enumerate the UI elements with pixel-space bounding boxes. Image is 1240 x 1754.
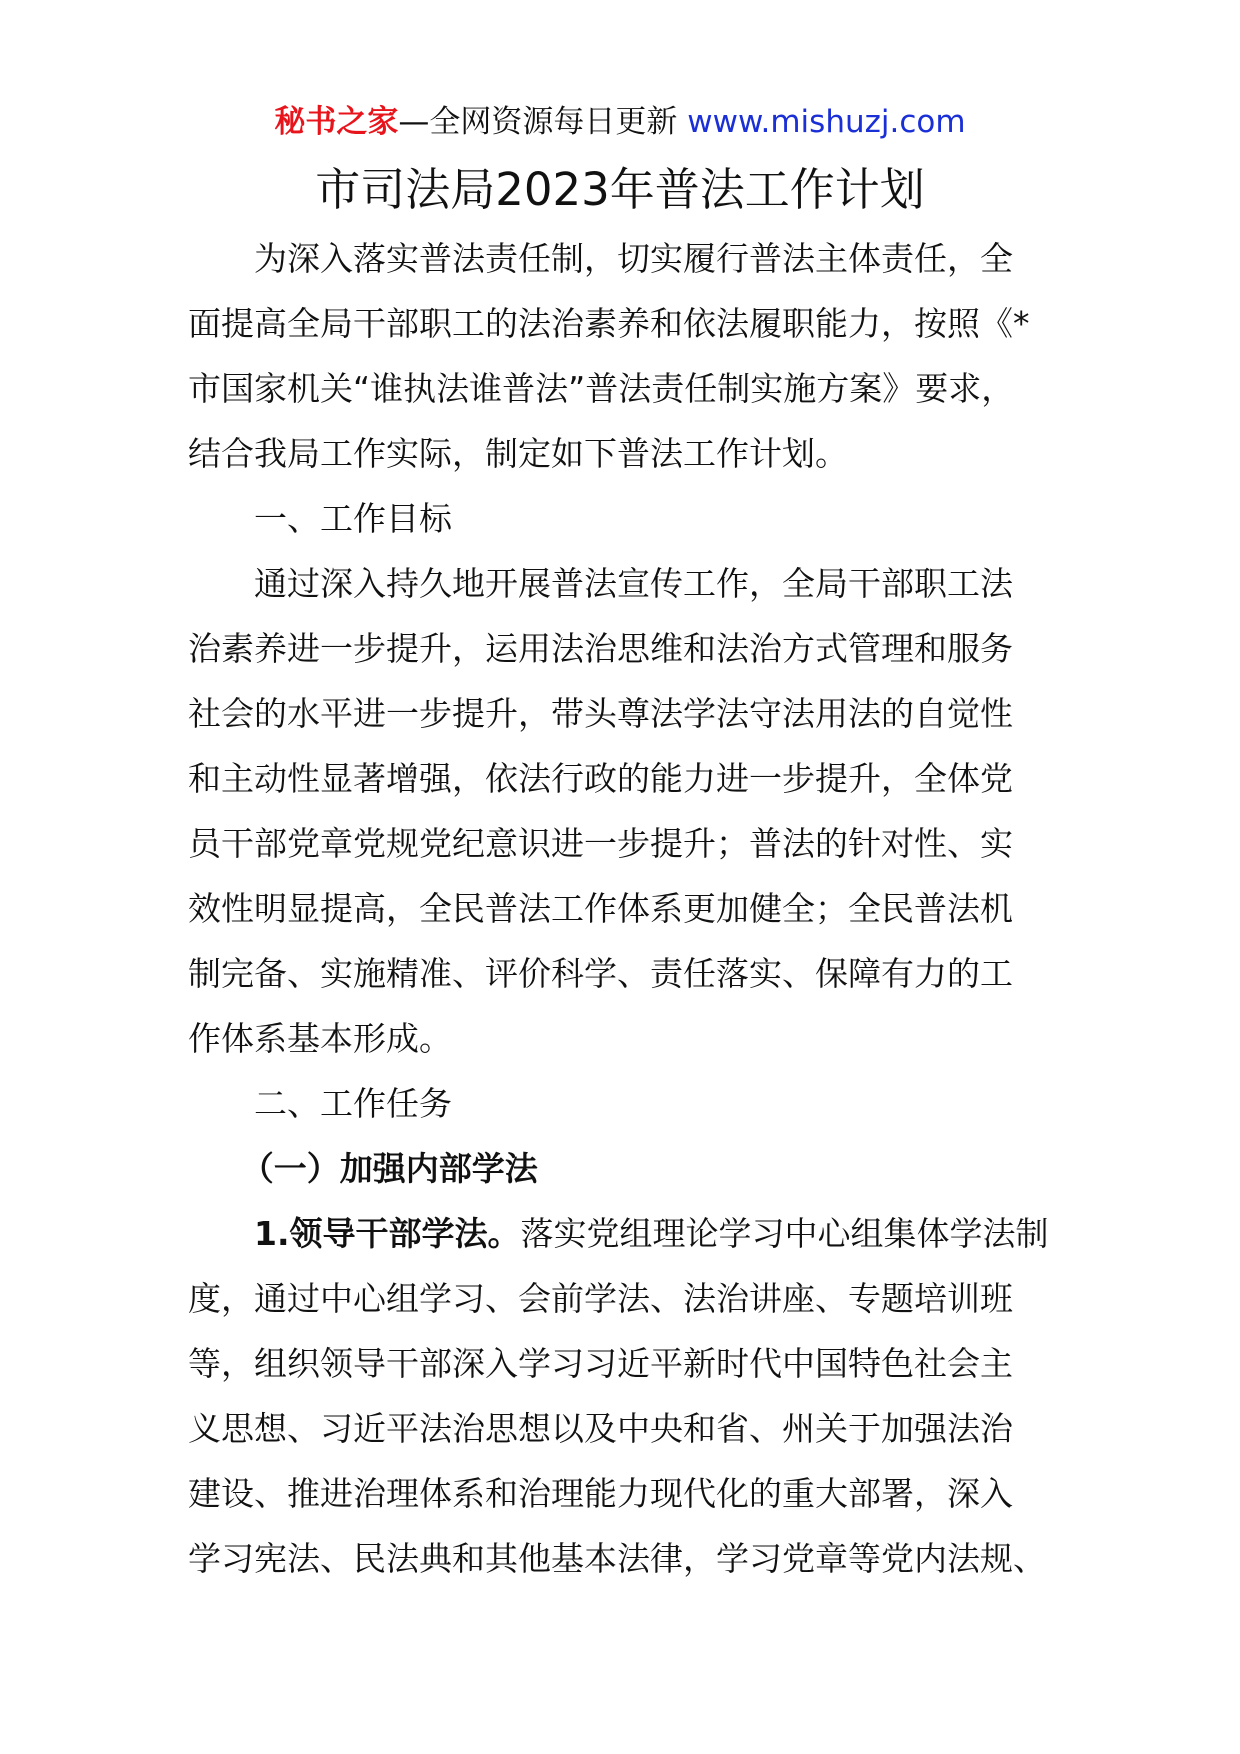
document-body <box>188 226 1058 1591</box>
body-line: 制完备、实施精准、评价科学、责任落实、保障有力的工 <box>188 954 1013 993</box>
item-first-line <box>188 1201 1058 1266</box>
body-line: 为深入落实普法责任制，切实履行普法主体责任，全 <box>254 239 1013 278</box>
item-text: 落实党组理论学习中心组集体学法制 <box>520 1214 1049 1253</box>
document-title: 市司法局2023年普法工作计划 <box>315 163 925 216</box>
site-banner <box>0 102 1240 142</box>
brand-name: 秘书之家 <box>274 104 399 140</box>
section-heading: 一、工作目标 <box>254 499 452 538</box>
body-line: 作体系基本形成。 <box>188 1019 452 1058</box>
body-line: 建设、推进治理体系和治理能力现代化的重大部署，深入 <box>188 1474 1013 1513</box>
section-heading: 二、工作任务 <box>254 1084 452 1123</box>
body-line: 和主动性显著增强，依法行政的能力进一步提升，全体党 <box>188 759 1013 798</box>
body-line: 等，组织领导干部深入学习习近平新时代中国特色社会主 <box>188 1344 1013 1383</box>
body-line: 度，通过中心组学习、会前学法、法治讲座、专题培训班 <box>188 1279 1013 1318</box>
body-line: 义思想、习近平法治思想以及中央和省、州关于加强法治 <box>188 1409 1013 1448</box>
body-line: 学习宪法、民法典和其他基本法律，学习党章等党内法规、 <box>188 1539 1046 1578</box>
body-line: 社会的水平进一步提升，带头尊法学法守法用法的自觉性 <box>188 694 1013 733</box>
banner-tagline: —全网资源每日更新 <box>398 104 678 140</box>
body-line: 市国家机关“谁执法谁普法”普法责任制实施方案》要求， <box>188 369 1015 408</box>
body-line: 面提高全局干部职工的法治素养和依法履职能力，按照《* <box>188 304 1030 343</box>
subsection-heading: （一）加强内部学法 <box>240 1149 538 1188</box>
body-line: 员干部党章党规党纪意识进一步提升；普法的针对性、实 <box>188 824 1013 863</box>
item-lead: 1.领导干部学法。 <box>254 1214 521 1253</box>
site-url[interactable]: www.mishuzj.com <box>687 104 966 140</box>
body-line: 效性明显提高，全民普法工作体系更加健全；全民普法机 <box>188 889 1013 928</box>
body-line: 结合我局工作实际，制定如下普法工作计划。 <box>188 434 848 473</box>
body-line: 治素养进一步提升，运用法治思维和法治方式管理和服务 <box>188 629 1013 668</box>
body-line: 通过深入持久地开展普法宣传工作，全局干部职工法 <box>254 564 1013 603</box>
